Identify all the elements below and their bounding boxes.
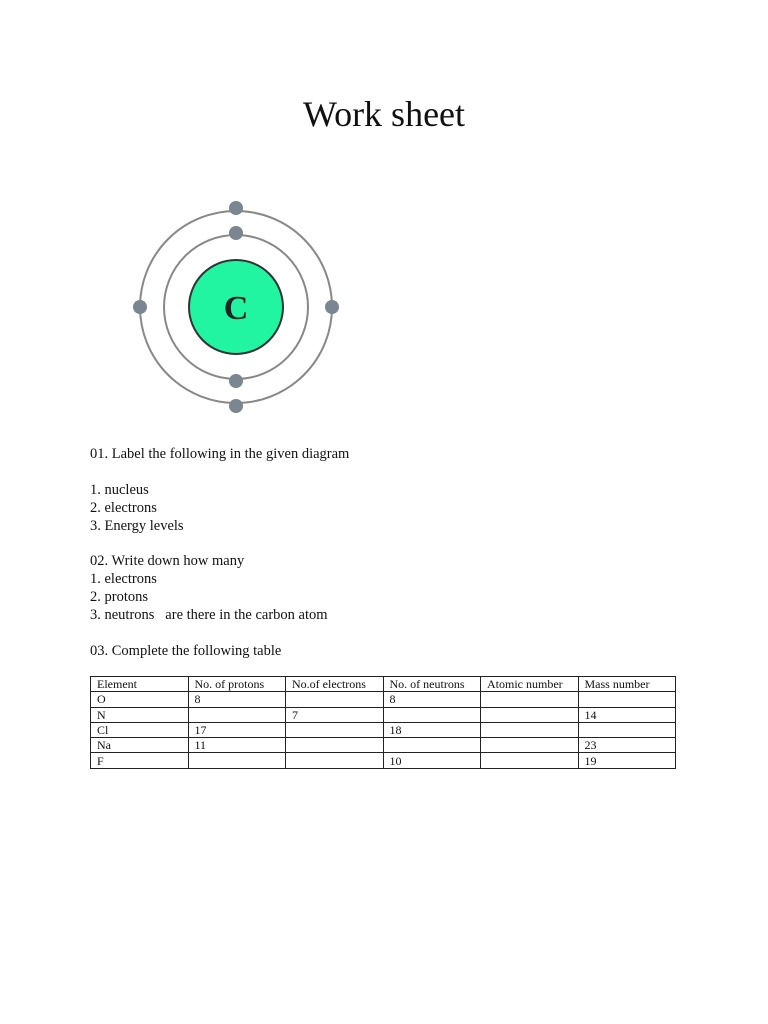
list-item: 3. neutrons are there in the carbon atom <box>90 607 328 623</box>
question-2 <box>90 552 328 624</box>
table-cell: 17 <box>188 722 286 737</box>
list-item: 1. electrons <box>90 571 157 587</box>
table-cell: 18 <box>383 722 481 737</box>
list-item: 2. protons <box>90 589 148 605</box>
column-header: No. of protons <box>188 677 286 692</box>
question-2-heading: 02. Write down how many <box>90 553 245 569</box>
table-cell <box>481 738 579 753</box>
question-3 <box>90 642 281 660</box>
question-3-heading: 03. Complete the following table <box>90 643 282 659</box>
table-cell: Cl <box>91 722 189 737</box>
table-cell: 10 <box>383 753 481 768</box>
column-header: Mass number <box>578 677 676 692</box>
table-cell: F <box>91 753 189 768</box>
table-cell <box>286 722 384 737</box>
table-cell: 19 <box>578 753 676 768</box>
table-cell: N <box>91 707 189 722</box>
electron <box>325 300 339 314</box>
column-header: No.of electrons <box>286 677 384 692</box>
carbon-atom-diagram <box>128 196 344 420</box>
table-header-row <box>91 677 676 692</box>
electron <box>229 374 243 388</box>
question-1-list <box>90 481 184 535</box>
list-item: 3. Energy levels <box>90 518 184 534</box>
electron <box>229 226 243 240</box>
table-row <box>91 722 676 737</box>
column-header: Element <box>91 677 189 692</box>
table-cell <box>481 707 579 722</box>
table-cell: 23 <box>578 738 676 753</box>
column-header: Atomic number <box>481 677 579 692</box>
column-header: No. of neutrons <box>383 677 481 692</box>
table-cell <box>286 692 384 707</box>
table-cell <box>383 707 481 722</box>
table-cell <box>383 738 481 753</box>
table-row <box>91 707 676 722</box>
elements-table <box>90 676 676 769</box>
page-title: Work sheet <box>302 94 466 134</box>
table-cell <box>481 753 579 768</box>
table-cell <box>188 753 286 768</box>
list-item: 2. electrons <box>90 500 157 516</box>
table-cell: 7 <box>286 707 384 722</box>
table-row <box>91 738 676 753</box>
question-1 <box>90 445 349 463</box>
list-item: 1. nucleus <box>90 482 149 498</box>
table-row <box>91 753 676 768</box>
table-cell <box>578 692 676 707</box>
table-cell: Na <box>91 738 189 753</box>
table-cell <box>286 738 384 753</box>
table-cell <box>286 753 384 768</box>
table-cell <box>188 707 286 722</box>
atom-symbol: C <box>223 290 249 327</box>
electron <box>229 201 243 215</box>
table-cell <box>578 722 676 737</box>
table-cell <box>481 692 579 707</box>
table-cell: 8 <box>188 692 286 707</box>
electron <box>133 300 147 314</box>
table-cell: 8 <box>383 692 481 707</box>
table-cell <box>481 722 579 737</box>
table-cell: 11 <box>188 738 286 753</box>
electron <box>229 399 243 413</box>
table-cell: 14 <box>578 707 676 722</box>
table-row <box>91 692 676 707</box>
question-1-heading: 01. Label the following in the given diagram <box>90 446 350 462</box>
table-cell: O <box>91 692 189 707</box>
